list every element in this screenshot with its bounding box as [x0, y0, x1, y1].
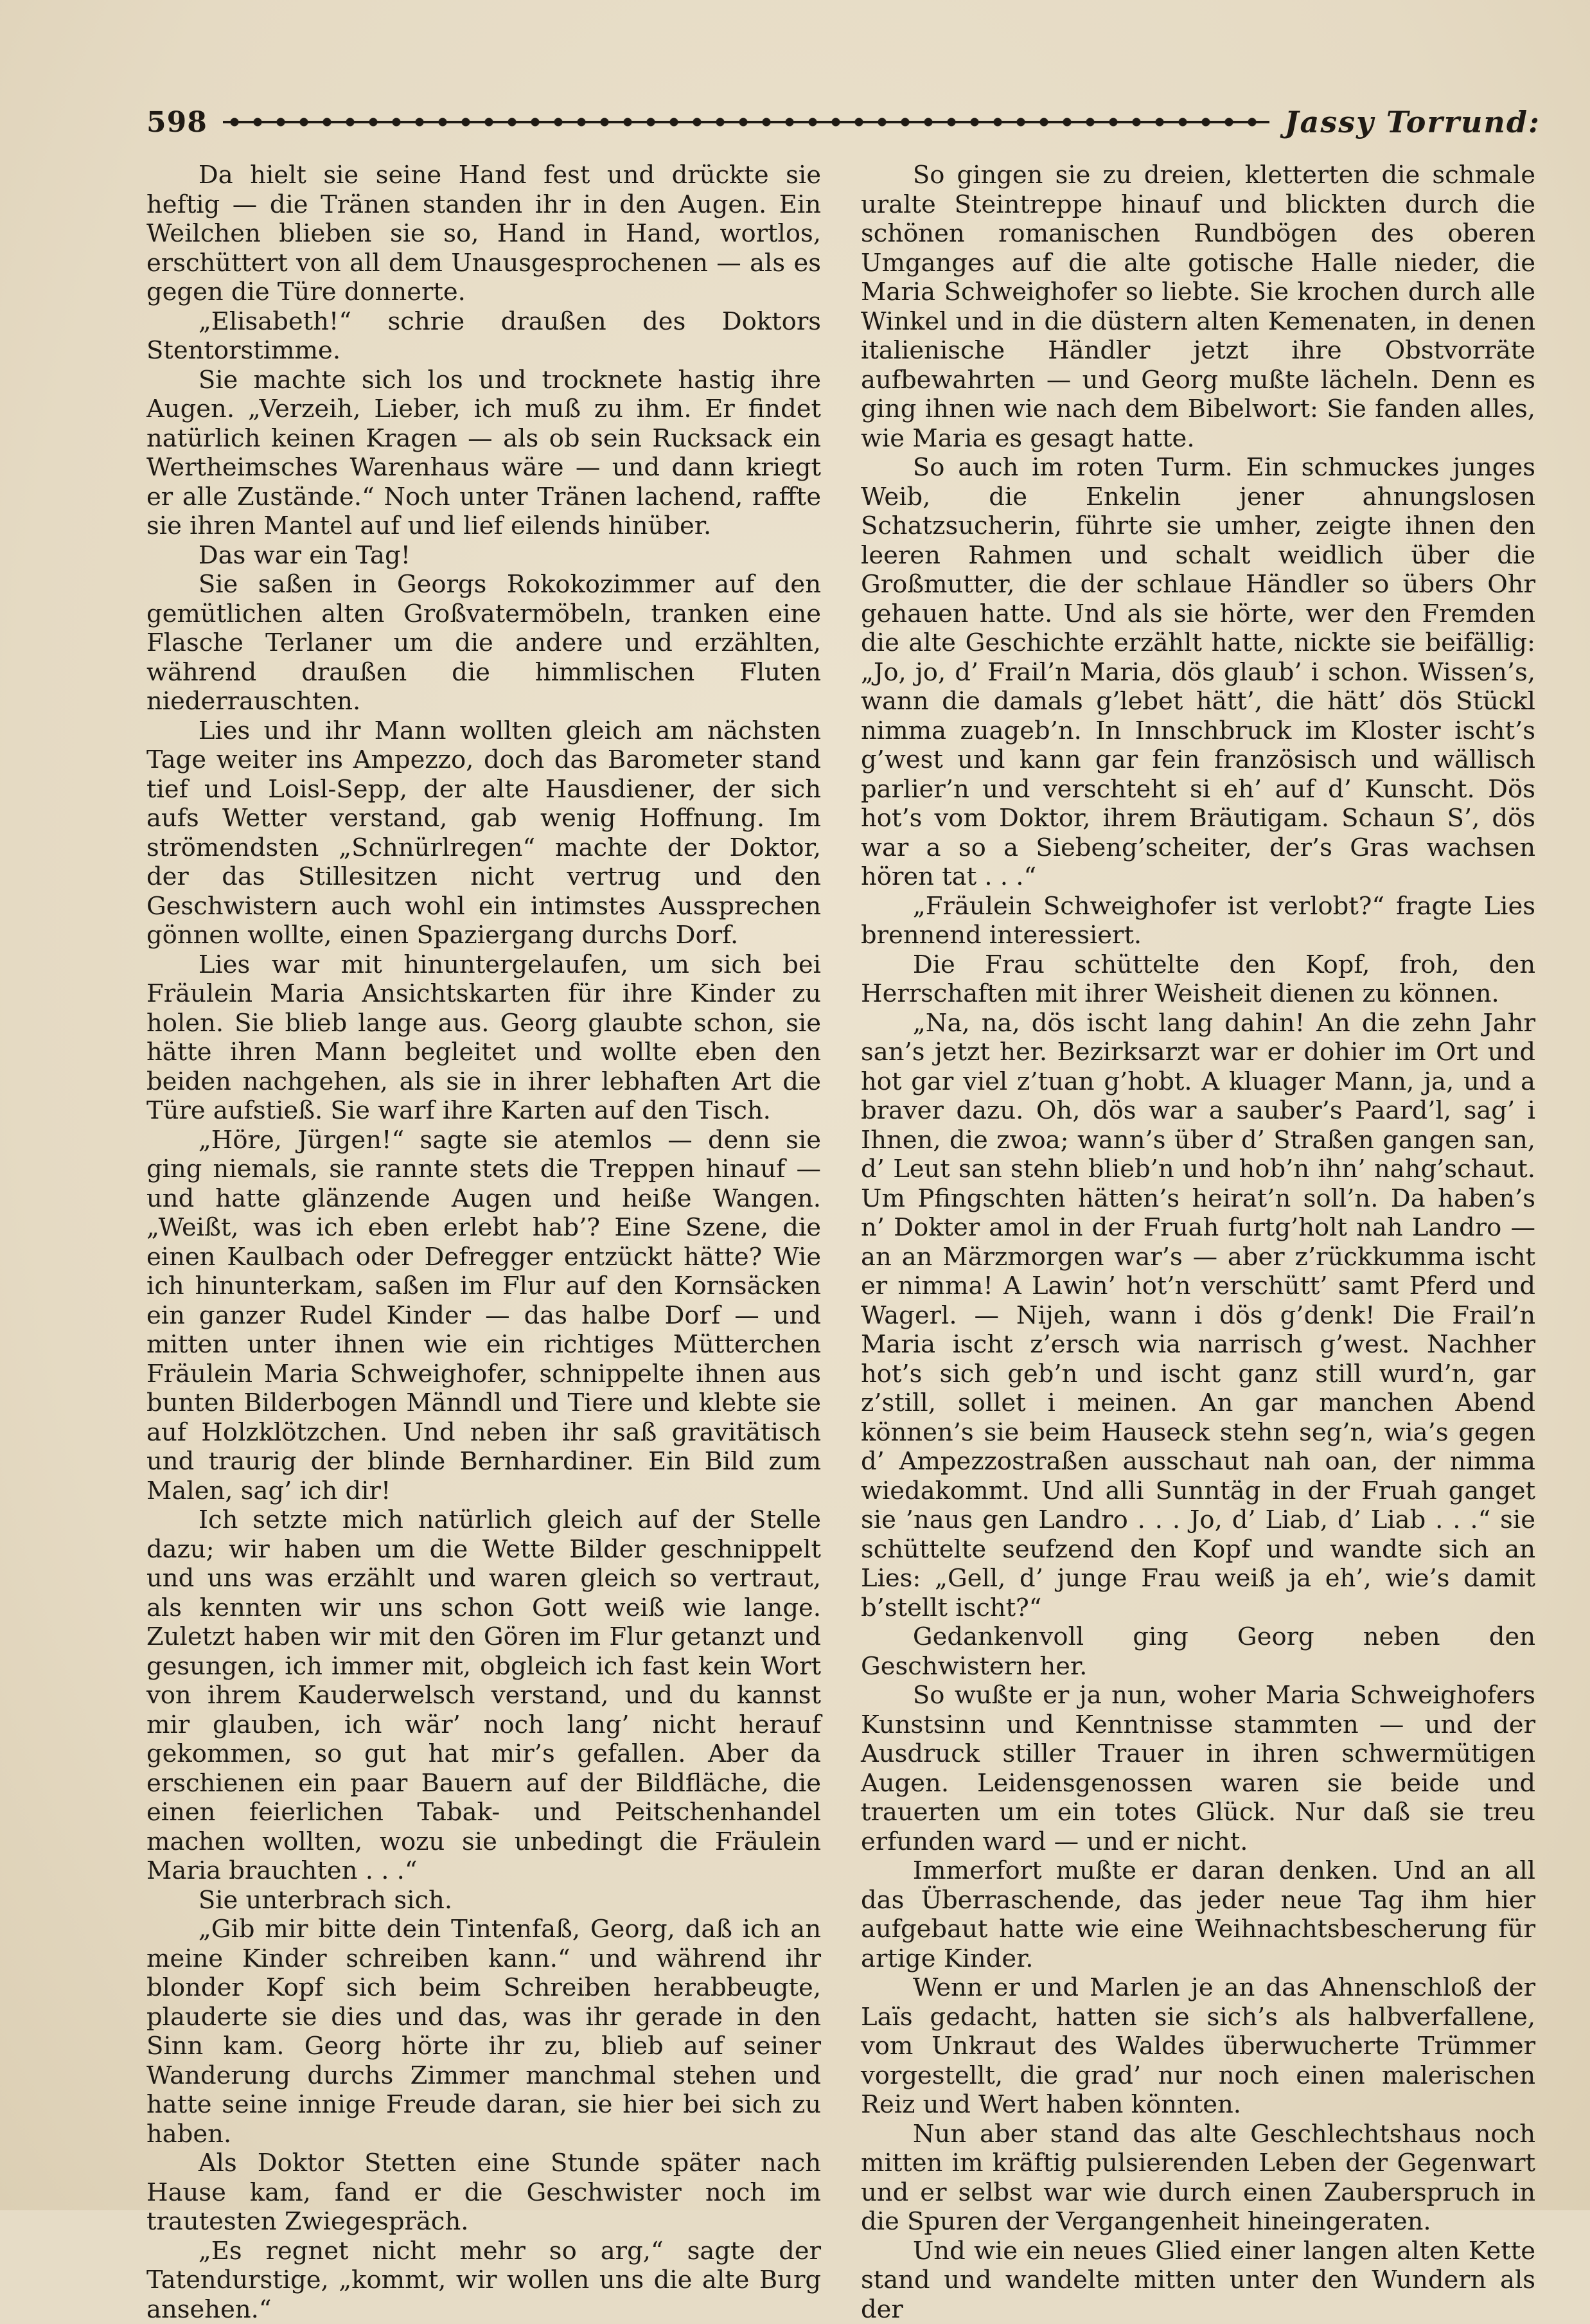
- paragraph: Lies und ihr Mann wollten gleich am nächsten Tage weiter ins Ampezzo, doch das Barometer stand tief und Loisl-Sepp, der alte Hausdiener, der sich aufs Wetter verstand, gab wenig Hoffnung. Im strömendsten „Schnürlregen“ machte der Doktor, der das Stillesitzen nicht vertrug und den Geschwistern auch wohl ein intimstes Aussprechen gönnen wollte, einen Spaziergang durchs Dorf.: [146, 716, 821, 950]
- paragraph: „Es regnet nicht mehr so arg,“ sagte der Tatendurstige, „kommt, wir wollen uns die alte Burg ansehen.“: [146, 2237, 821, 2324]
- running-head: Jassy Torrund:: [1285, 105, 1541, 139]
- ornamental-rule: [223, 109, 1269, 135]
- paragraph: So auch im roten Turm. Ein schmuckes junges Weib, die Enkelin jener ahnungslosen Schatzsucherin, führte sie umher, zeigte ihnen den leeren Rahmen und schalt weidlich über die Großmutter, die der schlaue Händler so übers Ohr gehauen hatte. Und als sie hörte, wer den Fremden die alte Geschichte erzählt hatte, nickte sie beifällig: „Jo, jo, d’ Frail’n Maria, dös glaub’ i schon. Wissen’s, wann die damals g’lebet hätt’, die hätt’ dös Stückl nimma zuageb’n. In Innschbruck im Kloster ischt’s g’west und kann gar fein französisch und wällisch parlier’n und verschteht si eh’ auf d’ Kunscht. Dös hot’s vom Doktor, ihrem Bräutigam. Schaun S’, dös war a so a Siebeng’scheiter, der’s Gras wachsen hören tat . . .“: [861, 453, 1535, 892]
- paragraph: „Gib mir bitte dein Tintenfaß, Georg, daß ich an meine Kinder schreiben kann.“ und während ihr blonder Kopf sich beim Schreiben herabbeugte, plauderte sie dies und das, was ihr gerade in den Sinn kam. Georg hörte ihr zu, blieb auf seiner Wanderung durchs Zimmer manchmal stehen und hatte seine innige Freude daran, sie hier bei sich zu haben.: [146, 1915, 821, 2149]
- paragraph: Das war ein Tag!: [146, 541, 821, 571]
- paragraph: Sie unterbrach sich.: [146, 1886, 821, 1915]
- paragraph: Sie saßen in Georgs Rokokozimmer auf den gemütlichen alten Großvatermöbeln, tranken eine Flasche Terlaner um die andere und erzählten, während draußen die himmlischen Fluten niederrauschten.: [146, 570, 821, 716]
- paragraph: Ich setzte mich natürlich gleich auf der Stelle dazu; wir haben um die Wette Bilder geschnippelt und uns was erzählt und waren gleich so vertraut, als kennten wir uns schon Gott weiß wie lange. Zuletzt haben wir mit den Gören im Flur getanzt und gesungen, ich immer mit, obgleich ich fast kein Wort von ihrem Kauderwelsch verstand, und du kannst mir glauben, ich wär’ noch lang’ nicht herauf gekommen, so gut hat mir’s gefallen. Aber da erschienen ein paar Bauern auf der Bildfläche, die einen feierlichen Tabak- und Peitschenhandel machen wollten, wozu sie unbedingt die Fräulein Maria brauchten . . .“: [146, 1505, 821, 1886]
- paragraph: „Höre, Jürgen!“ sagte sie atemlos — denn sie ging niemals, sie rannte stets die Treppen hinauf — und hatte glänzende Augen und heiße Wangen. „Weißt, was ich eben erlebt hab’? Eine Szene, die einen Kaulbach oder Defregger entzückt hätte? Wie ich hinunterkam, saßen im Flur auf den Kornsäcken ein ganzer Rudel Kinder — das halbe Dorf — und mitten unter ihnen wie ein richtiges Mütterchen Fräulein Maria Schweighofer, schnippelte ihnen aus bunten Bilderbogen Männdl und Tiere und klebte sie auf Holzklötzchen. Und neben ihr saß gravitätisch und traurig der blinde Bernhardiner. Ein Bild zum Malen, sag’ ich dir!: [146, 1126, 821, 1506]
- paragraph: Die Frau schüttelte den Kopf, froh, den Herrschaften mit ihrer Weisheit dienen zu können.: [861, 950, 1535, 1009]
- paragraph: So wußte er ja nun, woher Maria Schweighofers Kunstsinn und Kenntnisse stammten — und der Ausdruck stiller Trauer in ihren schwermütigen Augen. Leidensgenossen waren sie beide und trauerten um ein totes Glück. Nur daß sie treu erfunden ward — und er nicht.: [861, 1681, 1535, 1856]
- paragraph: „Elisabeth!“ schrie draußen des Doktors Stentorstimme.: [146, 307, 821, 366]
- paragraph: „Fräulein Schweighofer ist verlobt?“ fragte Lies brennend interessiert.: [861, 892, 1535, 950]
- paragraph: Immerfort mußte er daran denken. Und an all das Überraschende, das jeder neue Tag ihm hier aufgebaut hatte wie eine Weihnachtsbescherung für artige Kinder.: [861, 1856, 1535, 1973]
- paragraph: Nun aber stand das alte Geschlechtshaus noch mitten im kräftig pulsierenden Leben der Gegenwart und er selbst war wie durch einen Zauberspruch in die Spuren der Vergangenheit hineingeraten.: [861, 2120, 1535, 2237]
- paragraph: „Na, na, dös ischt lang dahin! An die zehn Jahr san’s jetzt her. Bezirksarzt war er dohier im Ort und hot gar viel z’tuan g’hobt. A kluager Mann, ja, und a braver dazu. Oh, dös war a sauber’s Paard’l, sag’ i Ihnen, die zwoa; wann’s über d’ Straßen gangen san, d’ Leut san stehn blieb’n und hob’n ihn’ nahg’schaut. Um Pfingschten hätten’s heirat’n soll’n. Da haben’s n’ Dokter amol in der Fruah furtg’holt nah Landro — an an Märzmorgen war’s — aber z’rückkumma ischt er nimma! A Lawin’ hot’n verschütt’ samt Pferd und Wagerl. — Nijeh, wann i dös g’denk! Die Frail’n Maria ischt z’ersch wia narrisch g’west. Nachher hot’s sich geb’n und ischt ganz still wurd’n, gar z’still, sollet i meinen. An gar manchen Abend können’s sie beim Hauseck stehn seg’n, wia’s gegen d’ Ampezzostraßen ausschaut nah oan, der nimma wiedakommt. Und alli Sunntäg in der Fruah ganget sie ’naus gen Landro . . . Jo, d’ Liab, d’ Liab . . .“ sie schüttelte seufzend den Kopf und wandte sich an Lies: „Gell, d’ junge Frau weiß ja eh’, wie’s damit b’stellt ischt?“: [861, 1009, 1535, 1623]
- page-number: 598: [146, 106, 208, 139]
- paragraph: Und wie ein neues Glied einer langen alten Kette stand und wandelte mitten unter den Wundern als der: [861, 2237, 1535, 2324]
- paragraph: Lies war mit hinuntergelaufen, um sich bei Fräulein Maria Ansichtskarten für ihre Kinder zu holen. Sie blieb lange aus. Georg glaubte schon, sie hätte ihren Mann begleitet und wollte eben den beiden nachgehen, als sie in ihrer lebhaften Art die Türe aufstieß. Sie warf ihre Karten auf den Tisch.: [146, 950, 821, 1126]
- paragraph: Gedankenvoll ging Georg neben den Geschwistern her.: [861, 1622, 1535, 1681]
- paragraph: Wenn er und Marlen je an das Ahnenschloß der Laïs gedacht, hatten sie sich’s als halbverfallene, vom Unkraut des Waldes überwucherte Trümmer vorgestellt, die grad’ nur noch einen malerischen Reiz und Wert haben könnten.: [861, 1973, 1535, 2120]
- right-column: [861, 161, 1535, 2172]
- paragraph: Sie machte sich los und trocknete hastig ihre Augen. „Verzeih, Lieber, ich muß zu ihm. Er findet natürlich keinen Kragen — als ob sein Rucksack ein Wertheimsches Warenhaus wäre — und dann kriegt er alle Zustände.“ Noch unter Tränen lachend, raffte sie ihren Mantel auf und lief eilends hinüber.: [146, 366, 821, 541]
- paragraph: Da hielt sie seine Hand fest und drückte sie heftig — die Tränen standen ihr in den Augen. Ein Weilchen blieben sie so, Hand in Hand, wortlos, erschüttert von all dem Unausgesprochenen — als es gegen die Türe donnerte.: [146, 161, 821, 307]
- left-column: [146, 161, 821, 2172]
- paragraph: So gingen sie zu dreien, kletterten die schmale uralte Steintreppe hinauf und blickten durch die schönen romanischen Rundbögen des oberen Umganges auf die alte gotische Halle nieder, die Maria Schweighofer so liebte. Sie krochen durch alle Winkel und in die düstern alten Kemenaten, in denen italienische Händler jetzt ihre Obstvorräte aufbewahrten — und Georg mußte lächeln. Denn es ging ihnen wie nach dem Bibelwort: Sie fanden alles, wie Maria es gesagt hatte.: [861, 161, 1535, 453]
- paragraph: Als Doktor Stetten eine Stunde später nach Hause kam, fand er die Geschwister noch im trautesten Zwiegespräch.: [146, 2149, 821, 2237]
- page-header: [146, 96, 1541, 148]
